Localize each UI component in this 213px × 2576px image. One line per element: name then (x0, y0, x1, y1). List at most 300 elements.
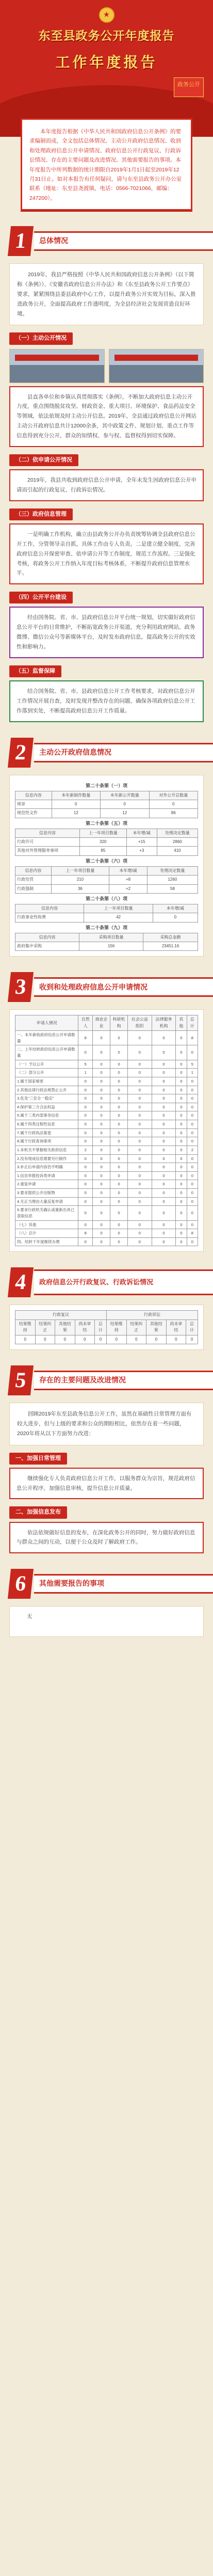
table-cell: 42 (84, 913, 153, 922)
disclosure-subtable (15, 791, 198, 818)
table-row (15, 1171, 198, 1180)
review-litigation-table (9, 1305, 204, 1350)
report-intro (21, 118, 192, 211)
table-cell: 0 (152, 1137, 176, 1146)
table-cell: 0 (152, 1069, 176, 1077)
table-row (15, 1103, 198, 1111)
table-cell: 0 (93, 1120, 110, 1129)
table-cell: 0 (128, 1154, 152, 1163)
table-header-row (15, 1319, 198, 1335)
table-cell: 0 (176, 1111, 187, 1120)
table-cell: 0 (176, 1163, 187, 1172)
table-row (15, 1146, 198, 1154)
table-cell: 0 (176, 1206, 187, 1220)
table-cell: 规章 (15, 800, 52, 808)
table-cell: 0 (110, 1237, 128, 1246)
table-cell: 5 (78, 1060, 93, 1069)
table-cell: 1 (187, 1069, 198, 1077)
table-cell: 0 (93, 1111, 110, 1120)
table-cell: 0 (110, 1069, 128, 1077)
active-disclosure-table (9, 775, 204, 957)
table-cell: 0 (176, 1045, 187, 1060)
table-cell: 0 (15, 1335, 36, 1344)
table-header-row (15, 904, 198, 913)
table-cell: 0 (93, 1103, 110, 1111)
table-cell: 0 (128, 1137, 152, 1146)
table-cell: 0 (176, 1077, 187, 1086)
table-cell: 0 (128, 1163, 152, 1172)
table-cell: 8 (78, 1229, 93, 1238)
subsection-text: 经由国务院、省、市、县政府信息公开平台统一规划，切实做好政府信息公开平台的日常维护，不断拓宽政务公开渠道，充分利用政府网站、政务微博、微信公众号等新媒体平台，及时发布政府信息，提高政务公开的实效性和影响力。 (17, 614, 195, 650)
row-label: 8.属于行政查询事项 (15, 1137, 78, 1146)
table-cell: 0 (128, 1120, 152, 1129)
table-cell: 0 (93, 1220, 110, 1229)
table-cell: 0 (176, 1180, 187, 1189)
table-cell: 36 (51, 884, 109, 893)
subsection-label: （三）政府信息管理 (9, 508, 73, 520)
table-cell: 0 (110, 1229, 128, 1238)
report-title-line2: 工作年度报告 (55, 55, 158, 71)
section-number: 1 (8, 226, 34, 256)
table-cell: 0 (78, 1128, 93, 1137)
table-row (15, 1229, 198, 1238)
table-cell: 0 (128, 1180, 152, 1189)
table-cell: 行政强制 (15, 884, 52, 893)
table-header-row (15, 933, 198, 942)
row-label: 2.其他法律行政法规禁止公开 (15, 1086, 78, 1094)
table-cell: 156 (79, 942, 143, 950)
table-cell: 0 (110, 1137, 128, 1146)
table-cell: 85 (80, 847, 127, 855)
table-header-cell: 本年新公开数量 (101, 791, 150, 800)
section-number: 4 (8, 1267, 34, 1297)
table-cell: 0 (187, 1094, 198, 1103)
row-label: 二、上年结转政府信息公开申请数量 (15, 1045, 78, 1060)
table-cell: 0 (187, 1111, 198, 1120)
table-cell: 0 (101, 800, 150, 808)
row-label: 2.没有现成信息需要另行制作 (15, 1154, 78, 1163)
table-cell: 0 (110, 1154, 128, 1163)
subsection-text: 依法依规做好信息的发布，在深化政务公开的同时，努力做好政府信息与群众之间的互动，以便于公众及时了解政府工作。 (17, 1529, 195, 1546)
table-cell: 2 (187, 1146, 198, 1154)
table-header-cell: 信息内容 (15, 933, 79, 942)
table-cell: 0 (187, 1103, 198, 1111)
table-cell: 0 (78, 1163, 93, 1172)
flag-icon: 政务公开 (174, 77, 204, 97)
table-cell: 0 (110, 1128, 128, 1137)
table-cell: 0 (110, 1146, 128, 1154)
table-cell: 0 (176, 1189, 187, 1198)
disclosure-subtable (15, 904, 198, 923)
table-cell: 0 (176, 1154, 187, 1163)
table-cell: 0 (110, 1103, 128, 1111)
table-row (15, 1137, 198, 1146)
table-cell: 0 (78, 1171, 93, 1180)
table-header-cell: 信息内容 (15, 904, 84, 913)
table-row (15, 1206, 198, 1220)
table-cell: 0 (176, 1086, 187, 1094)
report-header (0, 0, 213, 137)
table-cell: 0 (93, 1206, 110, 1220)
table-cell: 58 (147, 884, 198, 893)
table-header-cell: 对外公开总数量 (149, 791, 198, 800)
table-cell: 0 (128, 1031, 152, 1045)
table-cell: +2 (109, 884, 148, 893)
table-cell: 行政许可 (15, 838, 80, 847)
table-cell: 政府集中采购 (15, 942, 79, 950)
table-cell: 0 (152, 1146, 176, 1154)
table-cell: 0 (78, 1111, 93, 1120)
row-label: 1.本机关不掌握相关政府信息 (15, 1146, 78, 1154)
table-cell: 0 (126, 1335, 146, 1344)
table-cell: 0 (152, 1128, 176, 1137)
table-header-cell: 自然人 (78, 1015, 93, 1031)
table-cell: 0 (176, 1103, 187, 1111)
table-cell: 0 (128, 1128, 152, 1137)
table-cell: 0 (152, 1060, 176, 1069)
table-cell: 0 (152, 1086, 176, 1094)
national-emblem-icon (99, 7, 114, 23)
table-cell: 0 (128, 1069, 152, 1077)
table-row (15, 1220, 198, 1229)
table-cell: 0 (93, 1128, 110, 1137)
table-cell: 0 (152, 1163, 176, 1172)
table-header-cell: 上一年项目数量 (84, 904, 153, 913)
table-cell: 0 (176, 1220, 187, 1229)
table-row (15, 1128, 198, 1137)
table-header-cell: 社会公益组织 (128, 1015, 152, 1031)
table-caption: 第二十条第（一）项 (85, 783, 127, 788)
table-cell: 0 (93, 1229, 110, 1238)
table-cell: 1260 (147, 876, 198, 884)
table-cell: 0 (128, 1206, 152, 1220)
table-cell: 0 (152, 1229, 176, 1238)
subsection-label: （四）公开平台建设 (9, 592, 73, 603)
table-header-cell: 上一年项目数量 (80, 829, 127, 837)
table-cell: 12 (52, 809, 101, 818)
table-cell: 0 (176, 1060, 187, 1069)
table-cell: 0 (78, 1120, 93, 1129)
table-row (15, 1094, 198, 1103)
table-cell: 0 (93, 1163, 110, 1172)
table-cell: 0 (78, 1077, 93, 1086)
table-cell: 0 (176, 1120, 187, 1129)
table-cell: 0 (187, 1086, 198, 1094)
table-header-row (15, 1015, 198, 1031)
table-cell: 0 (128, 1220, 152, 1229)
table-cell: 0 (78, 1086, 93, 1094)
section-number: 2 (8, 738, 34, 768)
other-text: 无 (27, 1613, 32, 1620)
table-cell: 320 (80, 838, 127, 847)
table-cell: 0 (152, 1237, 176, 1246)
table-cell: 0 (55, 1335, 75, 1344)
table-cell: 0 (187, 1163, 198, 1172)
subsection-label: 一、加强日常管理 (9, 1453, 67, 1465)
table-caption: 第二十条第（六）项 (85, 858, 127, 864)
table-cell: 210 (51, 876, 109, 884)
table-cell: 0 (110, 1086, 128, 1094)
table-row (15, 1189, 198, 1198)
subsection-label: （一）主动公开情况 (9, 332, 73, 344)
table-cell: 0 (93, 1031, 110, 1045)
table-cell: 0 (93, 1069, 110, 1077)
table-cell: 0 (176, 1146, 187, 1154)
table-cell: 0 (110, 1111, 128, 1120)
table-cell: 0 (95, 1335, 107, 1344)
table-header-cell: 采购总金额 (143, 933, 198, 942)
table-row (15, 1237, 198, 1246)
table-cell: 0 (152, 1171, 176, 1180)
table-cell: 0 (78, 1103, 93, 1111)
table-header-cell: 采购项目数量 (79, 933, 143, 942)
table-header-cell: 结果纠正 (35, 1319, 55, 1335)
table-cell: 0 (152, 1111, 176, 1120)
table-cell: 0 (128, 1197, 152, 1206)
table-header-cell: 结果纠正 (126, 1319, 146, 1335)
table-cell: 0 (152, 1045, 176, 1060)
table-cell: 0 (93, 1237, 110, 1246)
row-label: 1.属于国家秘密 (15, 1077, 78, 1086)
subsection-text: 2019年，我县共收到政府信息公开申请，全年未发生因政府信息公开申请而引起的行政复议、行政诉讼情况。 (17, 477, 196, 493)
section-overall (0, 224, 213, 722)
table-cell: 410 (157, 847, 198, 855)
table-row (15, 800, 198, 808)
row-label: 3.危及“三安全一稳定” (15, 1094, 78, 1103)
table-caption: 第二十条第（九）项 (85, 925, 127, 930)
table-cell: 0 (187, 1180, 198, 1189)
table-cell: 0 (93, 1189, 110, 1198)
row-label: （二）部分公开 (15, 1069, 78, 1077)
table-cell: 2860 (157, 838, 198, 847)
table-header-cell: 总计 (187, 1015, 198, 1031)
table-cell: 0 (176, 1197, 187, 1206)
table-cell: 0 (78, 1180, 93, 1189)
table-cell: 0 (128, 1171, 152, 1180)
table-cell: 0 (128, 1146, 152, 1154)
section-problems (0, 1363, 213, 1553)
table-cell: 0 (176, 1094, 187, 1103)
table-header-cell: 申请人情况 (15, 1015, 78, 1031)
table-cell: 其他对外管理服务事项 (15, 847, 80, 855)
table-cell: 0 (93, 1094, 110, 1103)
table-cell: 0 (78, 1189, 93, 1198)
section-title: 收到和处理政府信息公开申请情况 (39, 982, 148, 991)
table-cell: 1 (78, 1069, 93, 1077)
subsection-text: 结合国务院、省、市、县政府信息公开工作考核要求，对政府信息公开工作情况开展自查，及时发现并整改存在的问题，确保各项政府信息公开工作落到实处，不断提高政府信息公开工作质量。 (17, 688, 195, 714)
table-cell: 0 (176, 1128, 187, 1137)
table-cell: 0 (149, 800, 198, 808)
table-cell: 0 (78, 1154, 93, 1163)
table-cell: 0 (176, 1069, 187, 1077)
table-header-row (15, 791, 198, 800)
table-cell: 0 (152, 1197, 176, 1206)
table-cell: 86 (149, 809, 198, 818)
table-cell: 0 (93, 1086, 110, 1094)
table-row (15, 1069, 198, 1077)
table-header-cell: 其他结果 (55, 1319, 75, 1335)
table-group-header: 行政诉讼 (106, 1311, 198, 1319)
table-cell: 0 (110, 1189, 128, 1198)
table-cell: 0 (176, 1031, 187, 1045)
table-row (15, 1111, 198, 1120)
row-label: 3.补正后申请内容仍不明确 (15, 1163, 78, 1172)
table-cell: 0 (187, 1237, 198, 1246)
table-row (15, 1180, 198, 1189)
table-cell: 0 (186, 1335, 198, 1344)
table-row (15, 1197, 198, 1206)
table-cell: 0 (110, 1060, 128, 1069)
table-cell: 0 (78, 1197, 93, 1206)
row-label: （一）予以公开 (15, 1060, 78, 1069)
table-header-cell: 尚未审结 (166, 1319, 186, 1335)
table-header-cell: 本年增/减 (153, 904, 198, 913)
table-row (15, 913, 198, 922)
row-label: 3.要求提供公开出版物 (15, 1189, 78, 1198)
section-number: 6 (8, 1569, 34, 1599)
table-cell: 0 (106, 1335, 126, 1344)
table-cell: 0 (152, 1077, 176, 1086)
table-cell: 0 (166, 1335, 186, 1344)
table-cell: 0 (152, 1094, 176, 1103)
table-cell: 8 (187, 1229, 198, 1238)
table-cell: 0 (146, 1335, 167, 1344)
row-label: 一、本年新收政府信息公开申请数量 (15, 1031, 78, 1045)
row-label: （八）总计 (15, 1229, 78, 1238)
table-cell: 0 (52, 800, 101, 808)
table-cell: 0 (152, 1120, 176, 1129)
section-other (0, 1567, 213, 1637)
table-cell: 0 (110, 1163, 128, 1172)
table-cell: 0 (93, 1137, 110, 1146)
table-row (15, 1335, 198, 1344)
table-header-cell: 其他 (176, 1015, 187, 1031)
table-header-cell: 法律服务机构 (152, 1015, 176, 1031)
table-cell: 0 (152, 1031, 176, 1045)
table-cell: 0 (78, 1094, 93, 1103)
section-number: 3 (8, 972, 34, 1002)
table-header-cell: 结果维持 (15, 1319, 36, 1335)
table-cell: 5 (187, 1060, 198, 1069)
table-cell: 0 (176, 1229, 187, 1238)
table-cell: 0 (187, 1197, 198, 1206)
table-cell: 0 (176, 1171, 187, 1180)
table-cell: 0 (128, 1077, 152, 1086)
table-cell: 0 (110, 1094, 128, 1103)
table-cell: 0 (110, 1220, 128, 1229)
table-cell: 0 (93, 1171, 110, 1180)
subsection-label: （二）依申请公开情况 (9, 454, 78, 466)
table-header-cell: 尚未审结 (75, 1319, 95, 1335)
table-cell: 0 (187, 1128, 198, 1137)
table-cell: 23451.16 (143, 942, 198, 950)
row-label: 1.信访举报投诉类申请 (15, 1171, 78, 1180)
table-cell: 0 (110, 1031, 128, 1045)
table-cell: 0 (187, 1220, 198, 1229)
table-cell: 0 (110, 1171, 128, 1180)
table-cell: 0 (78, 1220, 93, 1229)
table-cell: 0 (35, 1335, 55, 1344)
row-label: 6.属于四类过程性信息 (15, 1120, 78, 1129)
table-cell: 0 (153, 913, 198, 922)
section-active-disclosure (0, 736, 213, 957)
table-row (15, 809, 198, 818)
table-cell: 0 (152, 1189, 176, 1198)
row-label: 7.属于行政执法案卷 (15, 1128, 78, 1137)
table-cell: 0 (110, 1045, 128, 1060)
table-header-row (15, 866, 198, 875)
subsection-label: （五）监督保障 (9, 665, 61, 677)
table-cell: 0 (176, 1237, 187, 1246)
section-review-litigation (0, 1265, 213, 1350)
table-row (15, 1086, 198, 1094)
disclosure-subtable (15, 829, 198, 856)
table-header-cell: 处理决定数量 (157, 829, 198, 837)
table-cell: 0 (152, 1154, 176, 1163)
table-cell: 0 (152, 1103, 176, 1111)
table-cell: 0 (152, 1206, 176, 1220)
event-photo (9, 349, 105, 383)
table-cell: 0 (128, 1229, 152, 1238)
problems-lead: 回顾2019年东至县政务信息公开工作，虽然在基础性日常管理方面有较大进步，但与上级的要求和公众的期盼相比，依然存在着一些问题，2020年将从以下方面努力改进： (17, 1410, 192, 1437)
report-title-line1: 东至县政务公开年度报告 (38, 29, 175, 42)
section-title: 主动公开政府信息情况 (39, 748, 111, 756)
row-label: 5.属于三类内部事务信息 (15, 1111, 78, 1120)
table-header-cell: 其他结果 (146, 1319, 167, 1335)
table-cell: 0 (93, 1060, 110, 1069)
table-header-row (15, 829, 198, 837)
table-cell: 0 (78, 1237, 93, 1246)
table-cell: 0 (110, 1120, 128, 1129)
table-cell: 0 (75, 1335, 95, 1344)
row-label: 4.保护第三方合法权益 (15, 1103, 78, 1111)
table-header-cell: 信息内容 (15, 829, 80, 837)
table-cell: 8 (78, 1031, 93, 1045)
table-cell: 2 (78, 1146, 93, 1154)
table-cell: 0 (93, 1197, 110, 1206)
applications-table (9, 1009, 204, 1252)
intro-text: 本年度报告根据《中华人民共和国政府信息公开条例》的要求编制而成，全文包括总体情况、主动公开政府信息情况、收到和处理政府信息公开申请情况、政府信息公开行政复议、行政诉讼情况、存在的主要问题及改进情况、其他需要报告的事项。本年度报告中所列数据的统计期限自2019年1月1日起至2019年12月31日止。如对本报告有任何疑问，请与东至县政务公开办公室联系（地址：东至县尧渡镇，电话：0566-7021066，邮编：247200）。 (29, 129, 182, 201)
row-label: 4.无正当理由大量反复申请 (15, 1197, 78, 1206)
row-label: 5.要求行政机关确认或重新出具已获取信息 (15, 1206, 78, 1220)
table-row (15, 847, 198, 855)
table-cell: 0 (78, 1045, 93, 1060)
table-cell: 0 (187, 1171, 198, 1180)
table-row (15, 838, 198, 847)
table-cell: 0 (187, 1045, 198, 1060)
table-row (15, 942, 198, 950)
event-photo (109, 349, 204, 383)
section-title: 其他需要报告的事项 (39, 1579, 104, 1588)
table-header-cell: 商业企业 (93, 1015, 110, 1031)
table-header-cell: 上一年项目数量 (51, 866, 109, 875)
table-row (15, 1120, 198, 1129)
disclosure-subtable (15, 933, 198, 951)
section-number: 5 (8, 1365, 34, 1395)
table-caption: 第二十条第（八）项 (85, 896, 127, 901)
table-cell: 0 (187, 1120, 198, 1129)
table-row (15, 1031, 198, 1045)
table-cell: 0 (187, 1154, 198, 1163)
table-cell: 0 (187, 1137, 198, 1146)
table-cell: 0 (176, 1137, 187, 1146)
table-header-cell: 信息内容 (15, 866, 52, 875)
disclosure-subtable (15, 866, 198, 894)
row-label: 四、结转下年度继续办理 (15, 1237, 78, 1246)
table-cell: 0 (93, 1154, 110, 1163)
table-cell: 0 (93, 1045, 110, 1060)
section-applications (0, 970, 213, 1252)
